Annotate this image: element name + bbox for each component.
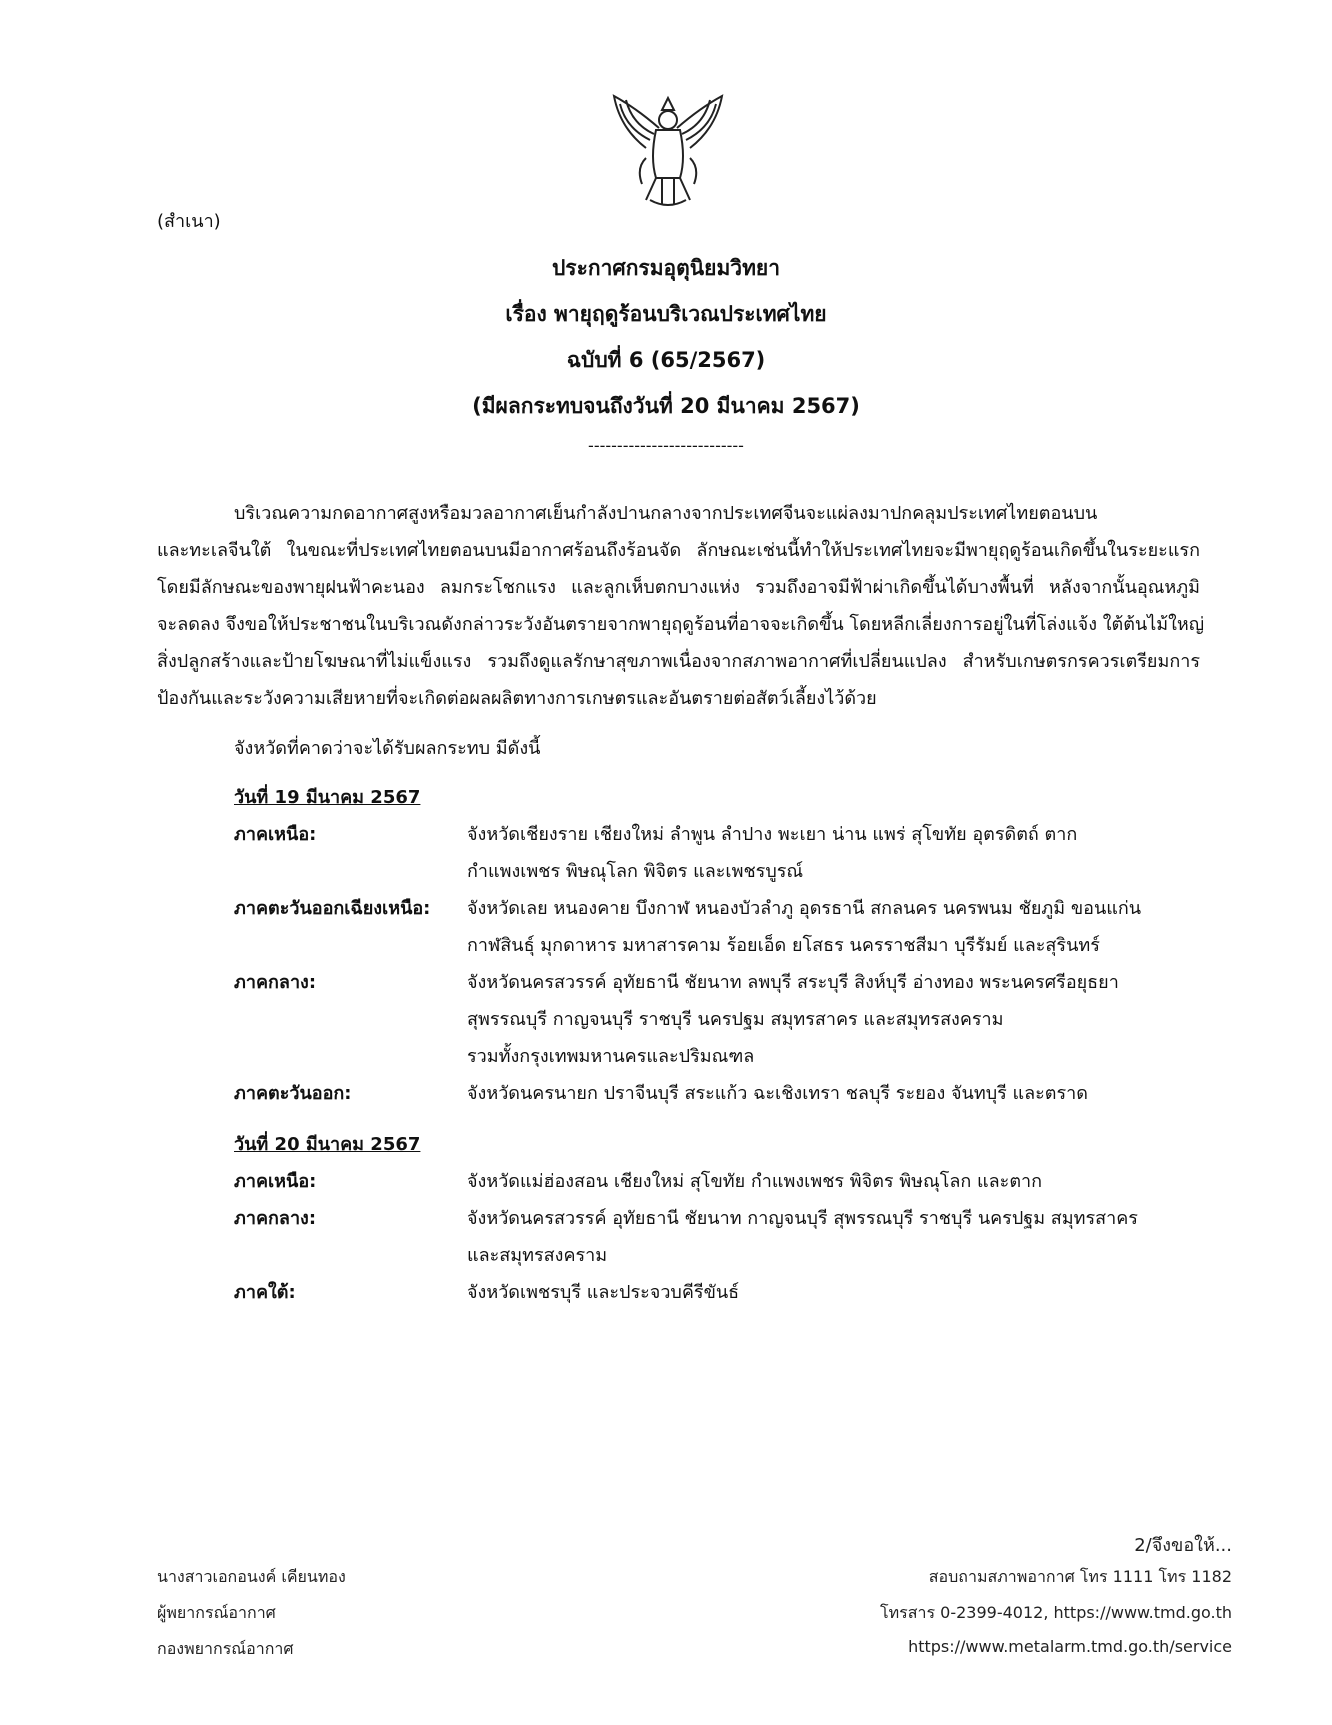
- day-date: วันที่ 20 มีนาคม 2567: [234, 1134, 421, 1155]
- region-label: ภาคกลาง:: [234, 1208, 317, 1229]
- day-date: วันที่ 19 มีนาคม 2567: [234, 787, 421, 808]
- region-provinces: จังหวัดนครสวรรค์ อุทัยธานี ชัยนาท กาญจนบุรี สุพรรณบุรี ราชบุรี นครปฐม สมุทรสาคร: [467, 1208, 1138, 1229]
- garuda-emblem: [606, 88, 730, 212]
- announcement-title: ประกาศกรมอุตุนิยมวิทยา: [551, 256, 781, 280]
- region-provinces: จังหวัดนครนายก ปราจีนบุรี สระแก้ว ฉะเชิงเทรา ชลบุรี ระยอง จันทบุรี และตราด: [467, 1083, 1088, 1104]
- region-provinces: จังหวัดเชียงราย เชียงใหม่ ลำพูน ลำปาง พะเยา น่าน แพร่ สุโขทัย อุตรดิตถ์ ตาก: [467, 824, 1078, 845]
- region-label: ภาคเหนือ:: [234, 824, 317, 845]
- region-provinces: กาฬสินธุ์ มุกดาหาร มหาสารคาม ร้อยเอ็ด ยโสธร นครราชสีมา บุรีรัมย์ และสุรินทร์: [467, 935, 1100, 956]
- region-provinces: รวมทั้งกรุงเทพมหานครและปริมณฑล: [467, 1046, 755, 1067]
- region-provinces: สุพรรณบุรี กาญจนบุรี ราชบุรี นครปฐม สมุทรสาคร และสมุทรสงคราม: [467, 1009, 1004, 1030]
- copy-mark: (สำเนา): [157, 211, 221, 232]
- region-provinces: จังหวัดเลย หนองคาย บึงกาฬ หนองบัวลำภู อุดรธานี สกลนคร นครพนม ชัยภูมิ ขอนแก่น: [467, 898, 1142, 919]
- region-provinces: จังหวัดนครสวรรค์ อุทัยธานี ชัยนาท ลพบุรี สระบุรี สิงห์บุรี อ่างทอง พระนครศรีอยุธยา: [467, 972, 1119, 993]
- region-label: ภาคใต้:: [234, 1282, 296, 1303]
- region-provinces: จังหวัดเพชรบุรี และประจวบคีรีขันธ์: [467, 1282, 740, 1303]
- region-provinces: กำแพงเพชร พิษณุโลก พิจิตร และเพชรบูรณ์: [467, 861, 804, 882]
- continued-marker: 2/จึงขอให้...: [1134, 1535, 1232, 1556]
- provinces-intro: จังหวัดที่คาดว่าจะได้รับผลกระทบ มีดังนี้: [234, 738, 541, 759]
- body-line: สิ่งปลูกสร้างและป้ายโฆษณาที่ไม่แข็งแรง รวมถึงดูแลรักษาสุขภาพเนื่องจากสภาพอากาศที่เปลี่ยนแปลง สำหรับเกษตรกรควรเตรียมการ: [157, 651, 1200, 672]
- region-label: ภาคตะวันออก:: [234, 1083, 352, 1104]
- subject-title: เรื่อง พายุฤดูร้อนบริเวณประเทศไทย: [505, 302, 827, 326]
- region-provinces: และสมุทรสงคราม: [467, 1245, 608, 1266]
- body-line: ป้องกันและระวังความเสียหายที่จะเกิดต่อผลผลิตทางการเกษตรและอันตรายต่อสัตว์เลี้ยงไว้ด้วย: [157, 688, 877, 709]
- region-label: ภาคตะวันออกเฉียงเหนือ:: [234, 898, 431, 919]
- region-label: ภาคเหนือ:: [234, 1171, 317, 1192]
- region-provinces: จังหวัดแม่ฮ่องสอน เชียงใหม่ สุโขทัย กำแพงเพชร พิจิตร พิษณุโลก และตาก: [467, 1171, 1043, 1192]
- body-line: และทะเลจีนใต้ ในขณะที่ประเทศไทยตอนบนมีอากาศร้อนถึงร้อนจัด ลักษณะเช่นนี้ทำให้ประเทศไทยจะมีพายุฤดูร้อนเกิดขึ้นในระยะแรก: [157, 540, 1200, 561]
- divider: ---------------------------: [588, 436, 744, 455]
- forecaster-division: กองพยากรณ์อากาศ: [157, 1639, 294, 1658]
- contact-fax-website[interactable]: โทรสาร 0-2399-4012, https://www.tmd.go.th: [880, 1603, 1232, 1622]
- effective-date: (มีผลกระทบจนถึงวันที่ 20 มีนาคม 2567): [472, 394, 860, 418]
- body-line: บริเวณความกดอากาศสูงหรือมวลอากาศเย็นกำลังปานกลางจากประเทศจีนจะแผ่ลงมาปกคลุมประเทศไทยตอนบน: [234, 503, 1098, 524]
- body-line: โดยมีลักษณะของพายุฝนฟ้าคะนอง ลมกระโชกแรง และลูกเห็บตกบางแห่ง รวมถึงอาจมีฟ้าผ่าเกิดขึ้นได้บางพื้นที่ หลังจากนั้นอุณหภูมิ: [157, 577, 1200, 598]
- region-label: ภาคกลาง:: [234, 972, 317, 993]
- metalarm-link[interactable]: https://www.metalarm.tmd.go.th/service: [908, 1637, 1232, 1656]
- forecaster-title: ผู้พยากรณ์อากาศ: [157, 1603, 276, 1622]
- issue-number: ฉบับที่ 6 (65/2567): [566, 348, 766, 372]
- forecaster-name: นางสาวเอกอนงค์ เคียนทอง: [157, 1567, 346, 1586]
- contact-phone: สอบถามสภาพอากาศ โทร 1111 โทร 1182: [928, 1567, 1232, 1586]
- body-line: จะลดลง จึงขอให้ประชาชนในบริเวณดังกล่าวระวังอันตรายจากพายุฤดูร้อนที่อาจจะเกิดขึ้น โดยหลีกเลี่ยงการอยู่ในที่โล่งแจ้ง ใต้ต้นไม้ใหญ่: [157, 614, 1205, 635]
- garuda-icon: [606, 88, 730, 212]
